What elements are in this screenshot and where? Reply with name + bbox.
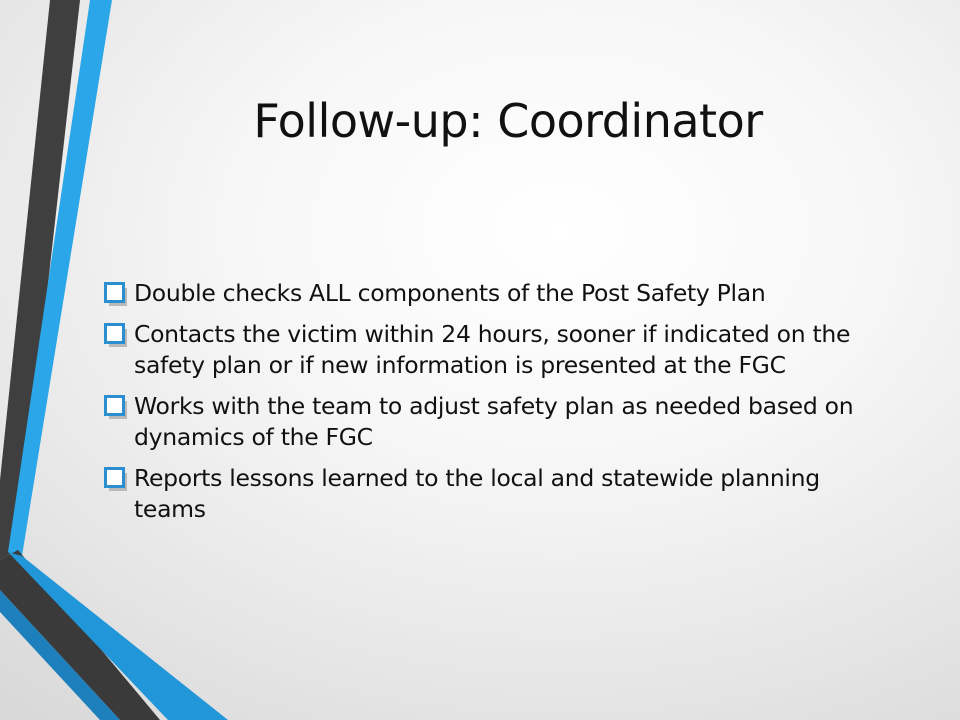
checkbox-square-icon	[104, 322, 128, 348]
checkbox-square-icon	[104, 281, 128, 307]
bullet-item	[104, 278, 894, 309]
bullet-item	[104, 391, 894, 453]
bullet-text: Contacts the victim within 24 hours, sooner if indicated on the safety plan or if new information is presented at the FGC	[134, 320, 851, 379]
bullet-item	[104, 319, 894, 381]
checkbox-square-icon	[104, 466, 128, 492]
bullet-text: Reports lessons learned to the local and statewide planning teams	[134, 464, 820, 523]
bullet-item	[104, 463, 894, 525]
bullet-text: Double checks ALL components of the Post Safety Plan	[134, 279, 766, 307]
slide-title: Follow-up: Coordinator	[253, 94, 763, 148]
bullet-list	[104, 278, 894, 535]
checkbox-square-icon	[104, 394, 128, 420]
decor-gray-band-left	[0, 0, 80, 560]
bullet-text: Works with the team to adjust safety plan as needed based on dynamics of the FGC	[134, 392, 854, 451]
